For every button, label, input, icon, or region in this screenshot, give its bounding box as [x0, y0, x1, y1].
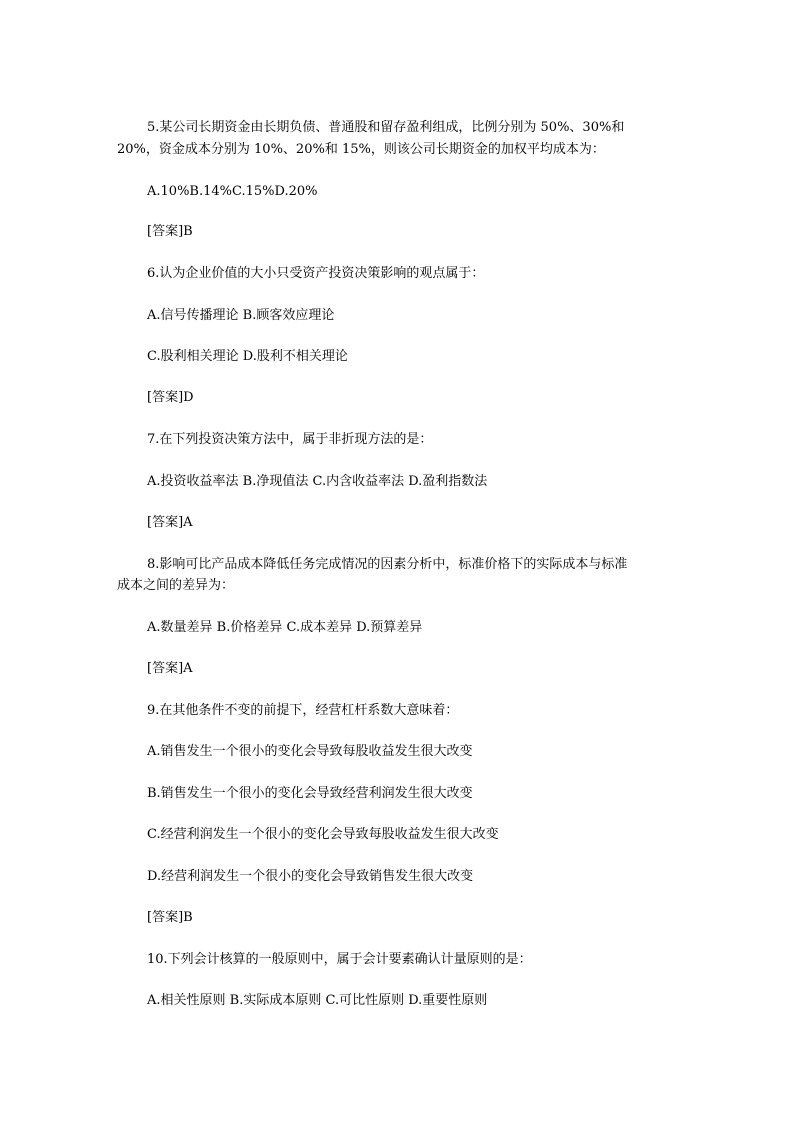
- question-10-options: A.相关性原则 B.实际成本原则 C.可比性原则 D.重要性原则: [147, 993, 488, 1008]
- question-9-option-a: A.销售发生一个很小的变化会导致每股收益发生很大改变: [147, 744, 473, 759]
- question-9-option-b: B.销售发生一个很小的变化会导致经营利润发生很大改变: [147, 786, 473, 801]
- question-6-options-line-1: A.信号传播理论 B.顾客效应理论: [147, 308, 335, 323]
- question-5-options: A.10%B.14%C.15%D.20%: [147, 184, 318, 199]
- question-5-stem-line-1: 5.某公司长期资金由长期负债、普通股和留存盈利组成，比例分别为 50%、30%和: [147, 120, 625, 135]
- question-5-stem-line-2: 20%，资金成本分别为 10%、20%和 15%，则该公司长期资金的加权平均成本为：: [117, 142, 605, 157]
- question-6-answer: [答案]D: [147, 390, 194, 405]
- question-8-stem-line-2: 成本之间的差异为：: [117, 578, 235, 593]
- question-8-answer: [答案]A: [147, 661, 193, 676]
- question-6-stem: 6.认为企业价值的大小只受资产投资决策影响的观点属于：: [147, 266, 485, 281]
- question-9-option-c: C.经营利润发生一个很小的变化会导致每股收益发生很大改变: [147, 827, 499, 842]
- question-6-options-line-2: C.股利相关理论 D.股利不相关理论: [147, 349, 348, 364]
- question-9-option-d: D.经营利润发生一个很小的变化会导致销售发生很大改变: [147, 869, 474, 884]
- question-8-stem-line-1: 8.影响可比产品成本降低任务完成情况的因素分析中，标准价格下的实际成本与标准: [147, 557, 628, 572]
- question-8-options: A.数量差异 B.价格差异 C.成本差异 D.预算差异: [147, 620, 423, 635]
- question-5-answer: [答案]B: [147, 224, 193, 239]
- question-7-stem: 7.在下列投资决策方法中，属于非折现方法的是：: [147, 432, 433, 447]
- question-7-options: A.投资收益率法 B.净现值法 C.内含收益率法 D.盈利指数法: [147, 474, 488, 489]
- question-9-stem: 9.在其他条件不变的前提下，经营杠杆系数大意味着：: [147, 703, 459, 718]
- question-7-answer: [答案]A: [147, 515, 193, 530]
- question-10-stem: 10.下列会计核算的一般原则中，属于会计要素确认计量原则的是：: [147, 952, 532, 967]
- question-9-answer: [答案]B: [147, 910, 193, 925]
